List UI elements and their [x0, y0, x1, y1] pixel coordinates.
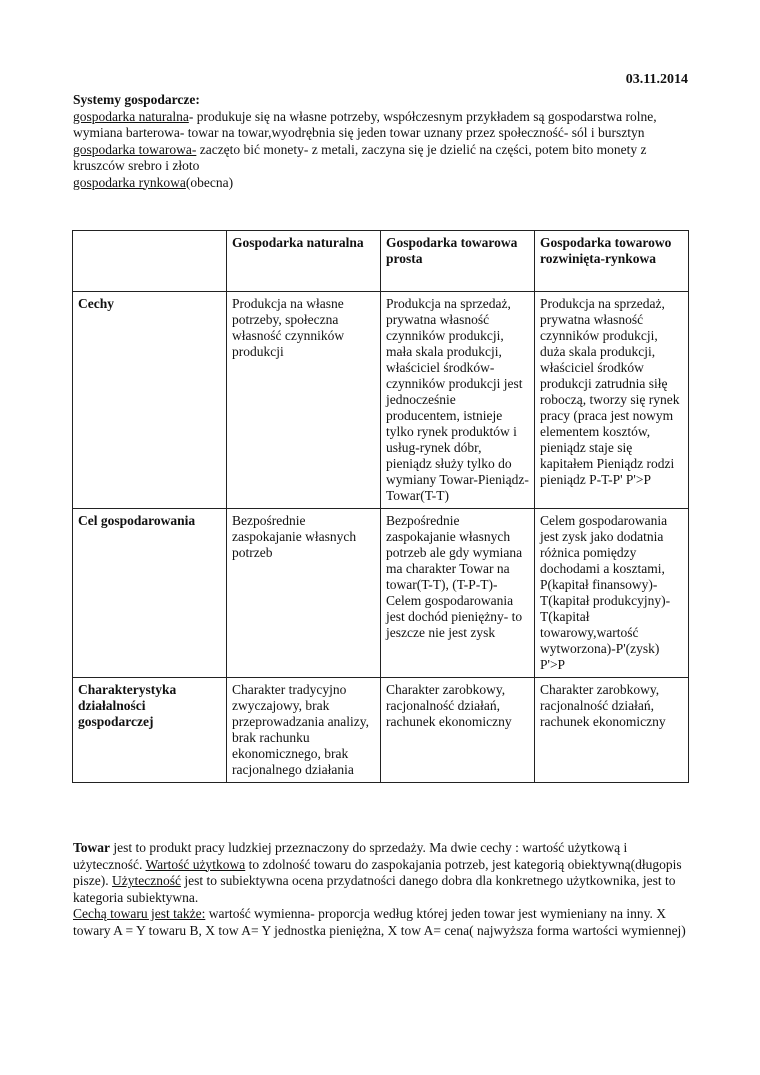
intro-section — [73, 92, 693, 191]
table-row — [73, 678, 689, 783]
use-value-term: Wartość użytkowa — [145, 856, 246, 872]
commodity-definition-section — [73, 840, 693, 939]
table-cell: Charakter zarobkowy, racjonalność działań, rachunek ekonomiczny — [535, 678, 689, 783]
market-economy-term: gospodarka rynkowa — [73, 174, 186, 190]
commodity-term: Towar — [73, 840, 111, 855]
exchange-value-term: Cechą towaru jest także: — [73, 906, 206, 921]
table-header-row — [73, 231, 689, 292]
exchange-value-paragraph — [73, 906, 693, 939]
table-cell: Bezpośrednie zaspokajanie własnych potrzeb ale gdy wymiana ma charakter Towar na towar(T-T), (T-P-T)- Celem gospodarowania jest dochód pieniężny- to jeszcze nie jest zysk — [381, 509, 535, 678]
commodity-economy-term: gospodarka towarowa- — [73, 141, 197, 157]
natural-economy-paragraph — [73, 109, 693, 142]
row-label: Cel gospodarowania — [73, 509, 227, 678]
commodity-economy-paragraph — [73, 142, 693, 175]
row-label: Charakterystyka działalności gospodarczej — [73, 678, 227, 783]
economic-systems-table — [72, 230, 689, 783]
market-economy-text: (obecna) — [185, 174, 234, 190]
table-cell: Produkcja na sprzedaż, prywatna własność czynników produkcji, duża skala produkcji, właściciel środków produkcji zatrudnia siłę roboczą, tworzy się rynek pracy (praca jest nowym elementem kosztów, pieniądz staje się kapitałem Pieniądz rodzi pieniądz P-T-P' P'>P — [535, 292, 689, 509]
table-header-cell: Gospodarka towarowa prosta — [381, 231, 535, 292]
table-row — [73, 509, 689, 678]
commodity-economy-text: zaczęto bić monety- z metali, zaczyna się je dzielić na części, potem bito monety z kruszców srebro i złoto — [73, 141, 647, 173]
market-economy-paragraph — [73, 175, 693, 192]
table-cell: Celem gospodarowania jest zysk jako dodatnia różnica pomiędzy dochodami a kosztami, P(kapitał finansowy)-T(kapitał produkcyjny)-T(kapitał towarowy,wartość wytworzona)-P'(zysk) P'>P — [535, 509, 689, 678]
table-cell: Bezpośrednie zaspokajanie własnych potrzeb — [227, 509, 381, 678]
commodity-text: jest to produkt pracy ludzkiej przeznaczony do sprzedaży. Ma dwie cechy : wartość użytkową i użyteczność. — [73, 840, 628, 872]
utility-text: jest to subiektywna ocena przydatności danego dobra dla konkretnego użytkownika, jest to kategoria subiektywna. — [73, 873, 676, 905]
table-header-cell: Gospodarka towarowo rozwinięta-rynkowa — [535, 231, 689, 292]
table-cell: Produkcja na sprzedaż, prywatna własność czynników produkcji, mała skala produkcji, właściciel środków-czynników produkcji jest jednocześnie producentem, istnieje tylko rynek produktów i usług-rynek dóbr, pieniądz służy tylko do wymiany Towar-Pieniądz-Towar(T-T) — [381, 292, 535, 509]
table-cell: Charakter zarobkowy, racjonalność działań, rachunek ekonomiczny — [381, 678, 535, 783]
table-cell: Charakter tradycyjno zwyczajowy, brak przeprowadzania analizy, brak rachunku ekonomicznego, brak racjonalnego działania — [227, 678, 381, 783]
table-row — [73, 292, 689, 509]
table-cell: Produkcja na własne potrzeby, społeczna własność czynników produkcji — [227, 292, 381, 509]
use-value-text: to zdolność towaru do zaspokajania potrzeb, jest kategorią obiektywną(długopis pisze). — [73, 856, 682, 888]
row-label: Cechy — [73, 292, 227, 509]
natural-economy-term: gospodarka naturalna — [73, 108, 189, 124]
section-title: Systemy gospodarcze: — [73, 92, 200, 107]
exchange-value-text: wartość wymienna- proporcja według której jeden towar jest wymieniany na inny. X towary A = Y towaru B, X tow A= Y jednostka pieniężna, X tow A= cena( najwyższa forma wartości wymiennej) — [73, 906, 686, 938]
utility-term: Użyteczność — [111, 873, 181, 888]
natural-economy-text: - produkuje się na własne potrzeby, współczesnym przykładem są gospodarstwa rolne, wymiana barterowa- towar na towar,wyodrębnia się jeden towar uznany przez społeczność- sól i bursztyn — [73, 108, 657, 140]
commodity-paragraph — [73, 840, 693, 906]
table-header-cell — [73, 231, 227, 292]
table-header-cell: Gospodarka naturalna — [227, 231, 381, 292]
page-date: 03.11.2014 — [625, 72, 688, 87]
